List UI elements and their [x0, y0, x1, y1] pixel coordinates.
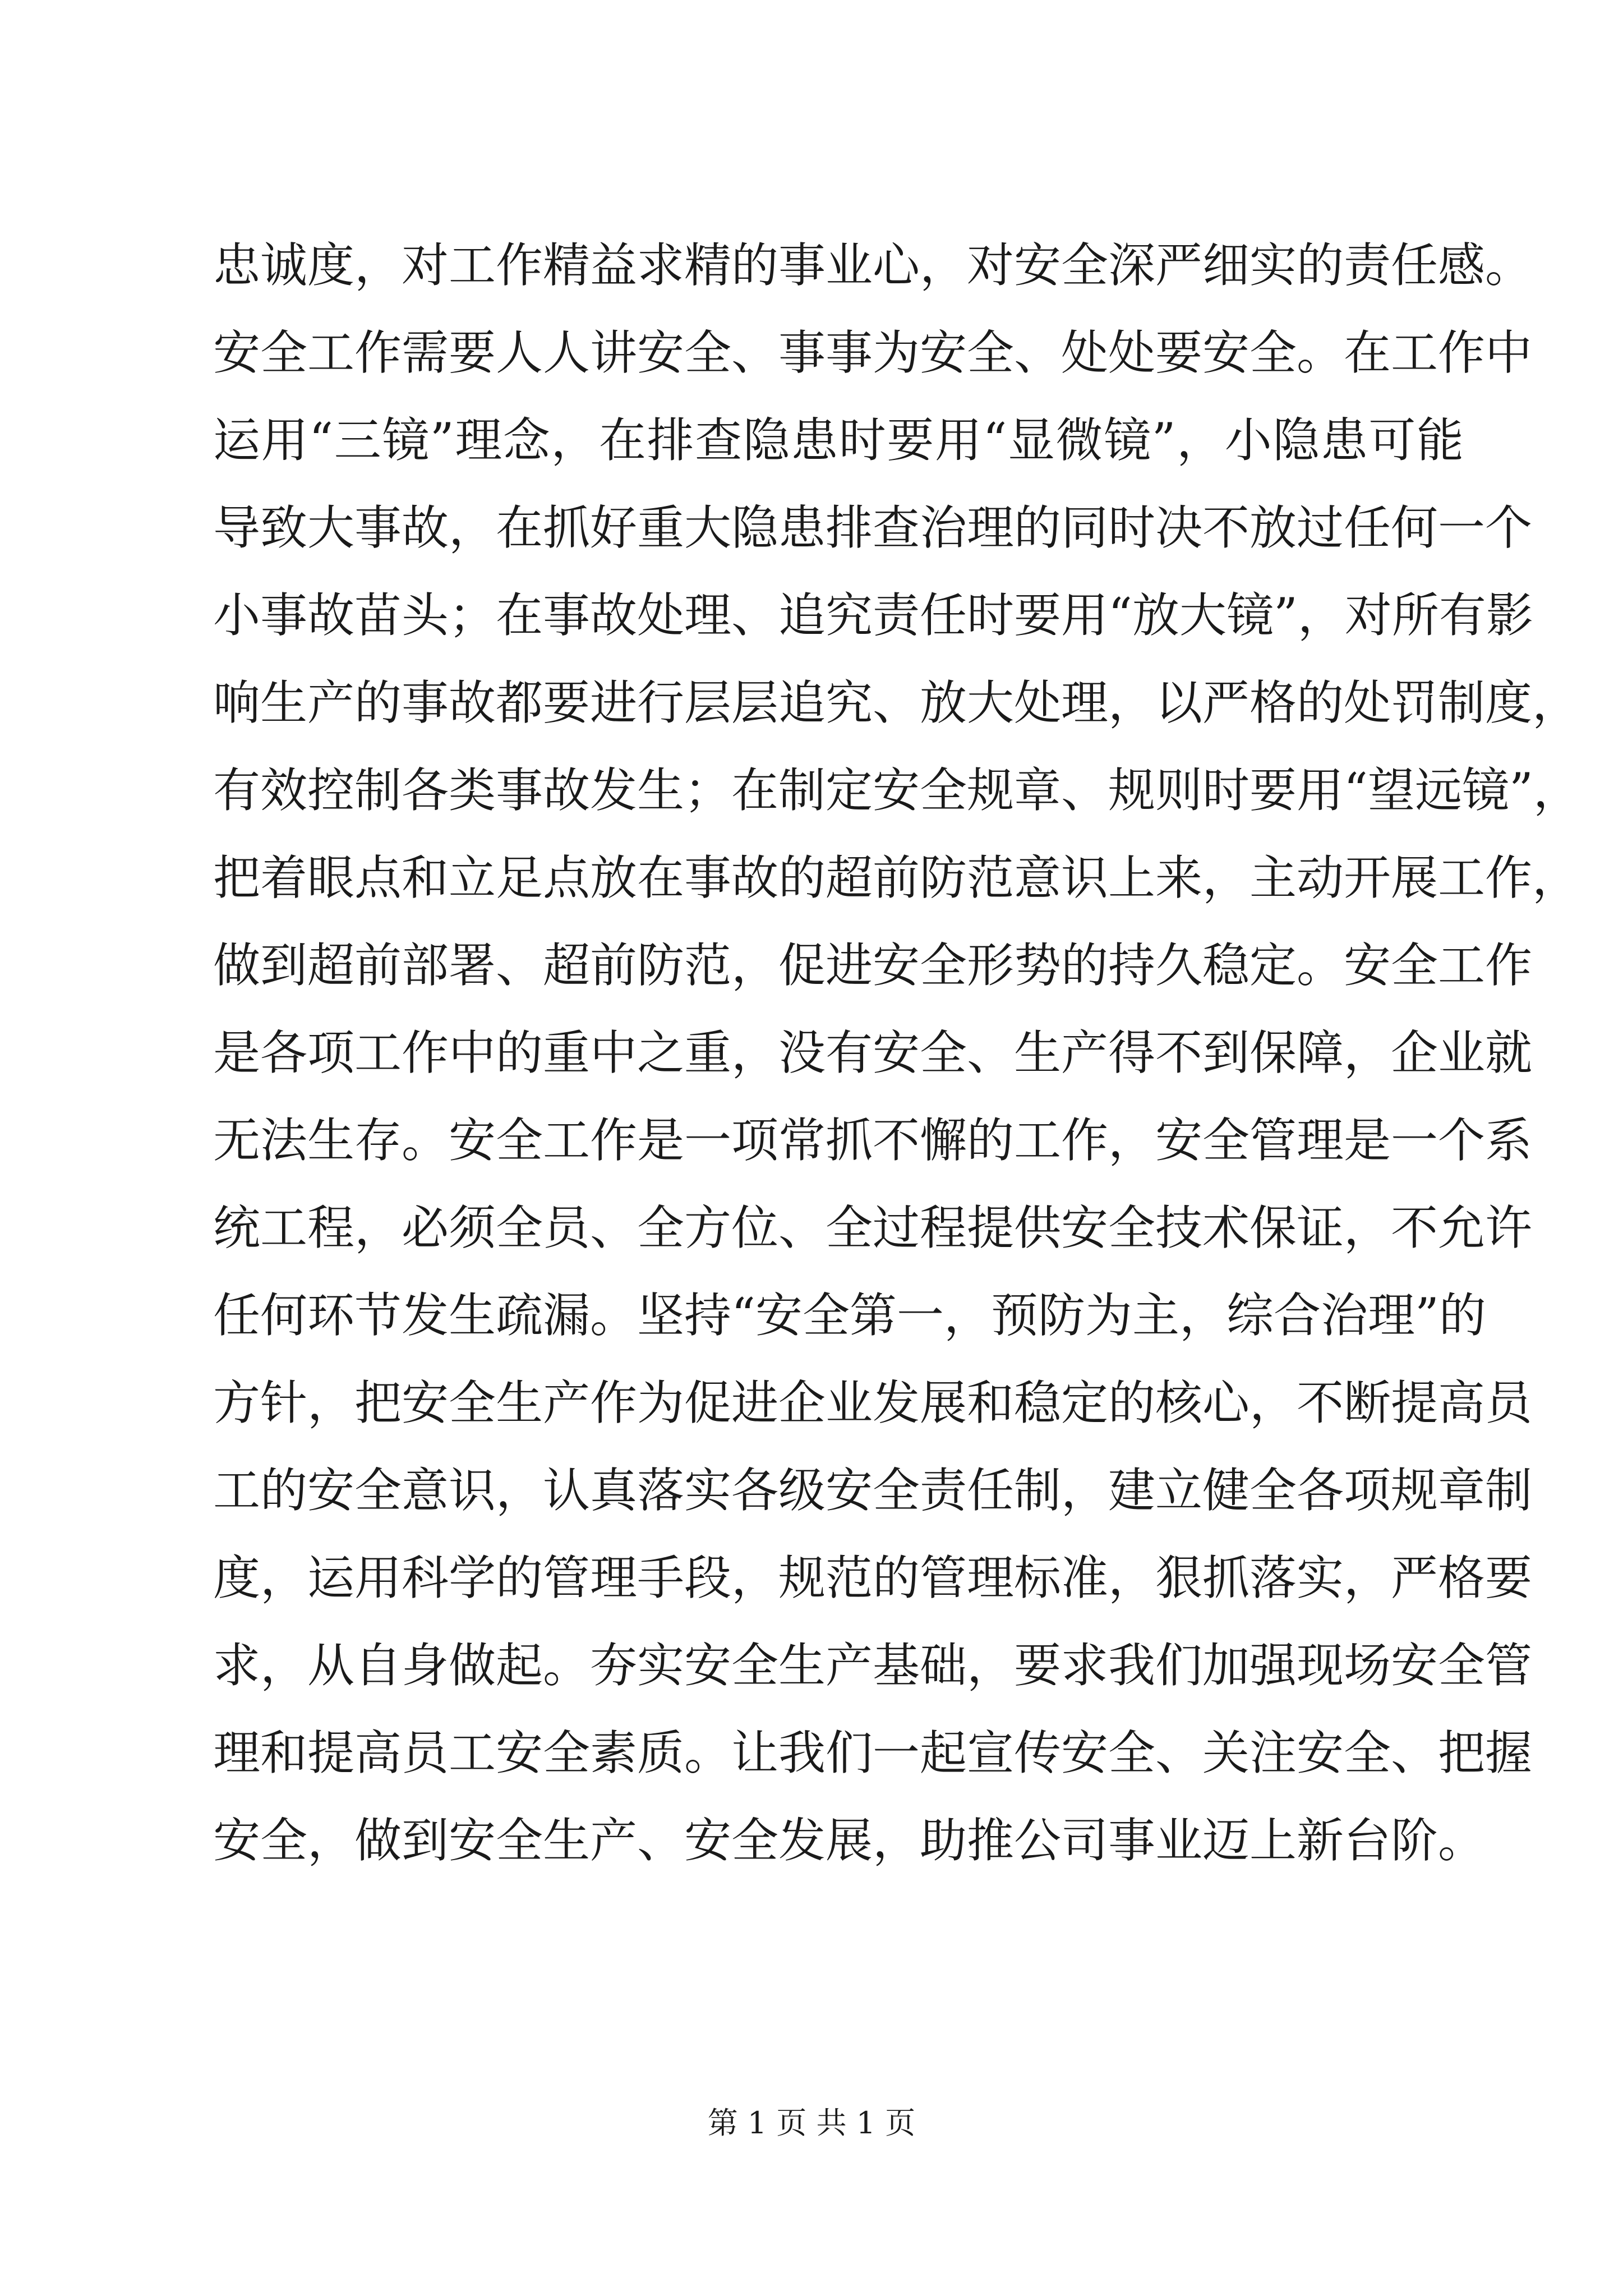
text-line: 安全工作需要人人讲安全、事事为安全、处处要安全。在工作中	[213, 325, 1533, 380]
text-line: 把着眼点和立足点放在事故的超前防范意识上来，主动开展工作，	[213, 850, 1580, 905]
text-line: 统工程，必须全员、全方位、全过程提供安全技术保证，不允许	[213, 1200, 1533, 1255]
text-line: 导致大事故，在抓好重大隐患排查治理的同时决不放过任何一个	[213, 500, 1533, 555]
text-line: 有效控制各类事故发生；在制定安全规章、规则时要用“望远镜”，	[213, 763, 1580, 818]
text-line: 工的安全意识，认真落实各级安全责任制，建立健全各项规章制	[213, 1463, 1533, 1518]
text-line: 响生产的事故都要进行层层追究、放大处理，以严格的处罚制度，	[213, 675, 1580, 730]
text-line: 是各项工作中的重中之重，没有安全、生产得不到保障，企业就	[213, 1025, 1533, 1080]
text-line: 理和提高员工安全素质。让我们一起宣传安全、关注安全、把握	[213, 1726, 1533, 1780]
page-footer: 第 1 页 共 1 页	[707, 2105, 916, 2141]
text-line: 求，从自身做起。夯实安全生产基础，要求我们加强现场安全管	[213, 1638, 1533, 1693]
text-line: 小事故苗头；在事故处理、追究责任时要用“放大镜”，对所有影	[213, 588, 1533, 643]
text-line: 无法生存。安全工作是一项常抓不懈的工作，安全管理是一个系	[213, 1113, 1533, 1168]
text-line: 方针，把安全生产作为促进企业发展和稳定的核心，不断提高员	[213, 1375, 1533, 1430]
text-line: 忠诚度，对工作精益求精的事业心，对安全深严细实的责任感。	[213, 238, 1533, 293]
text-line: 度，运用科学的管理手段，规范的管理标准，狠抓落实，严格要	[213, 1550, 1533, 1605]
text-line: 任何环节发生疏漏。坚持“安全第一，预防为主，综合治理”的	[213, 1288, 1486, 1343]
text-line: 做到超前部署、超前防范，促进安全形势的持久稳定。安全工作	[213, 938, 1533, 993]
text-line: 运用“三镜”理念，在排查隐患时要用“显微镜”，小隐患可能	[213, 413, 1464, 468]
text-line: 安全，做到安全生产、安全发展，助推公司事业迈上新台阶。	[213, 1813, 1486, 1868]
body-paragraph	[213, 222, 1580, 1884]
